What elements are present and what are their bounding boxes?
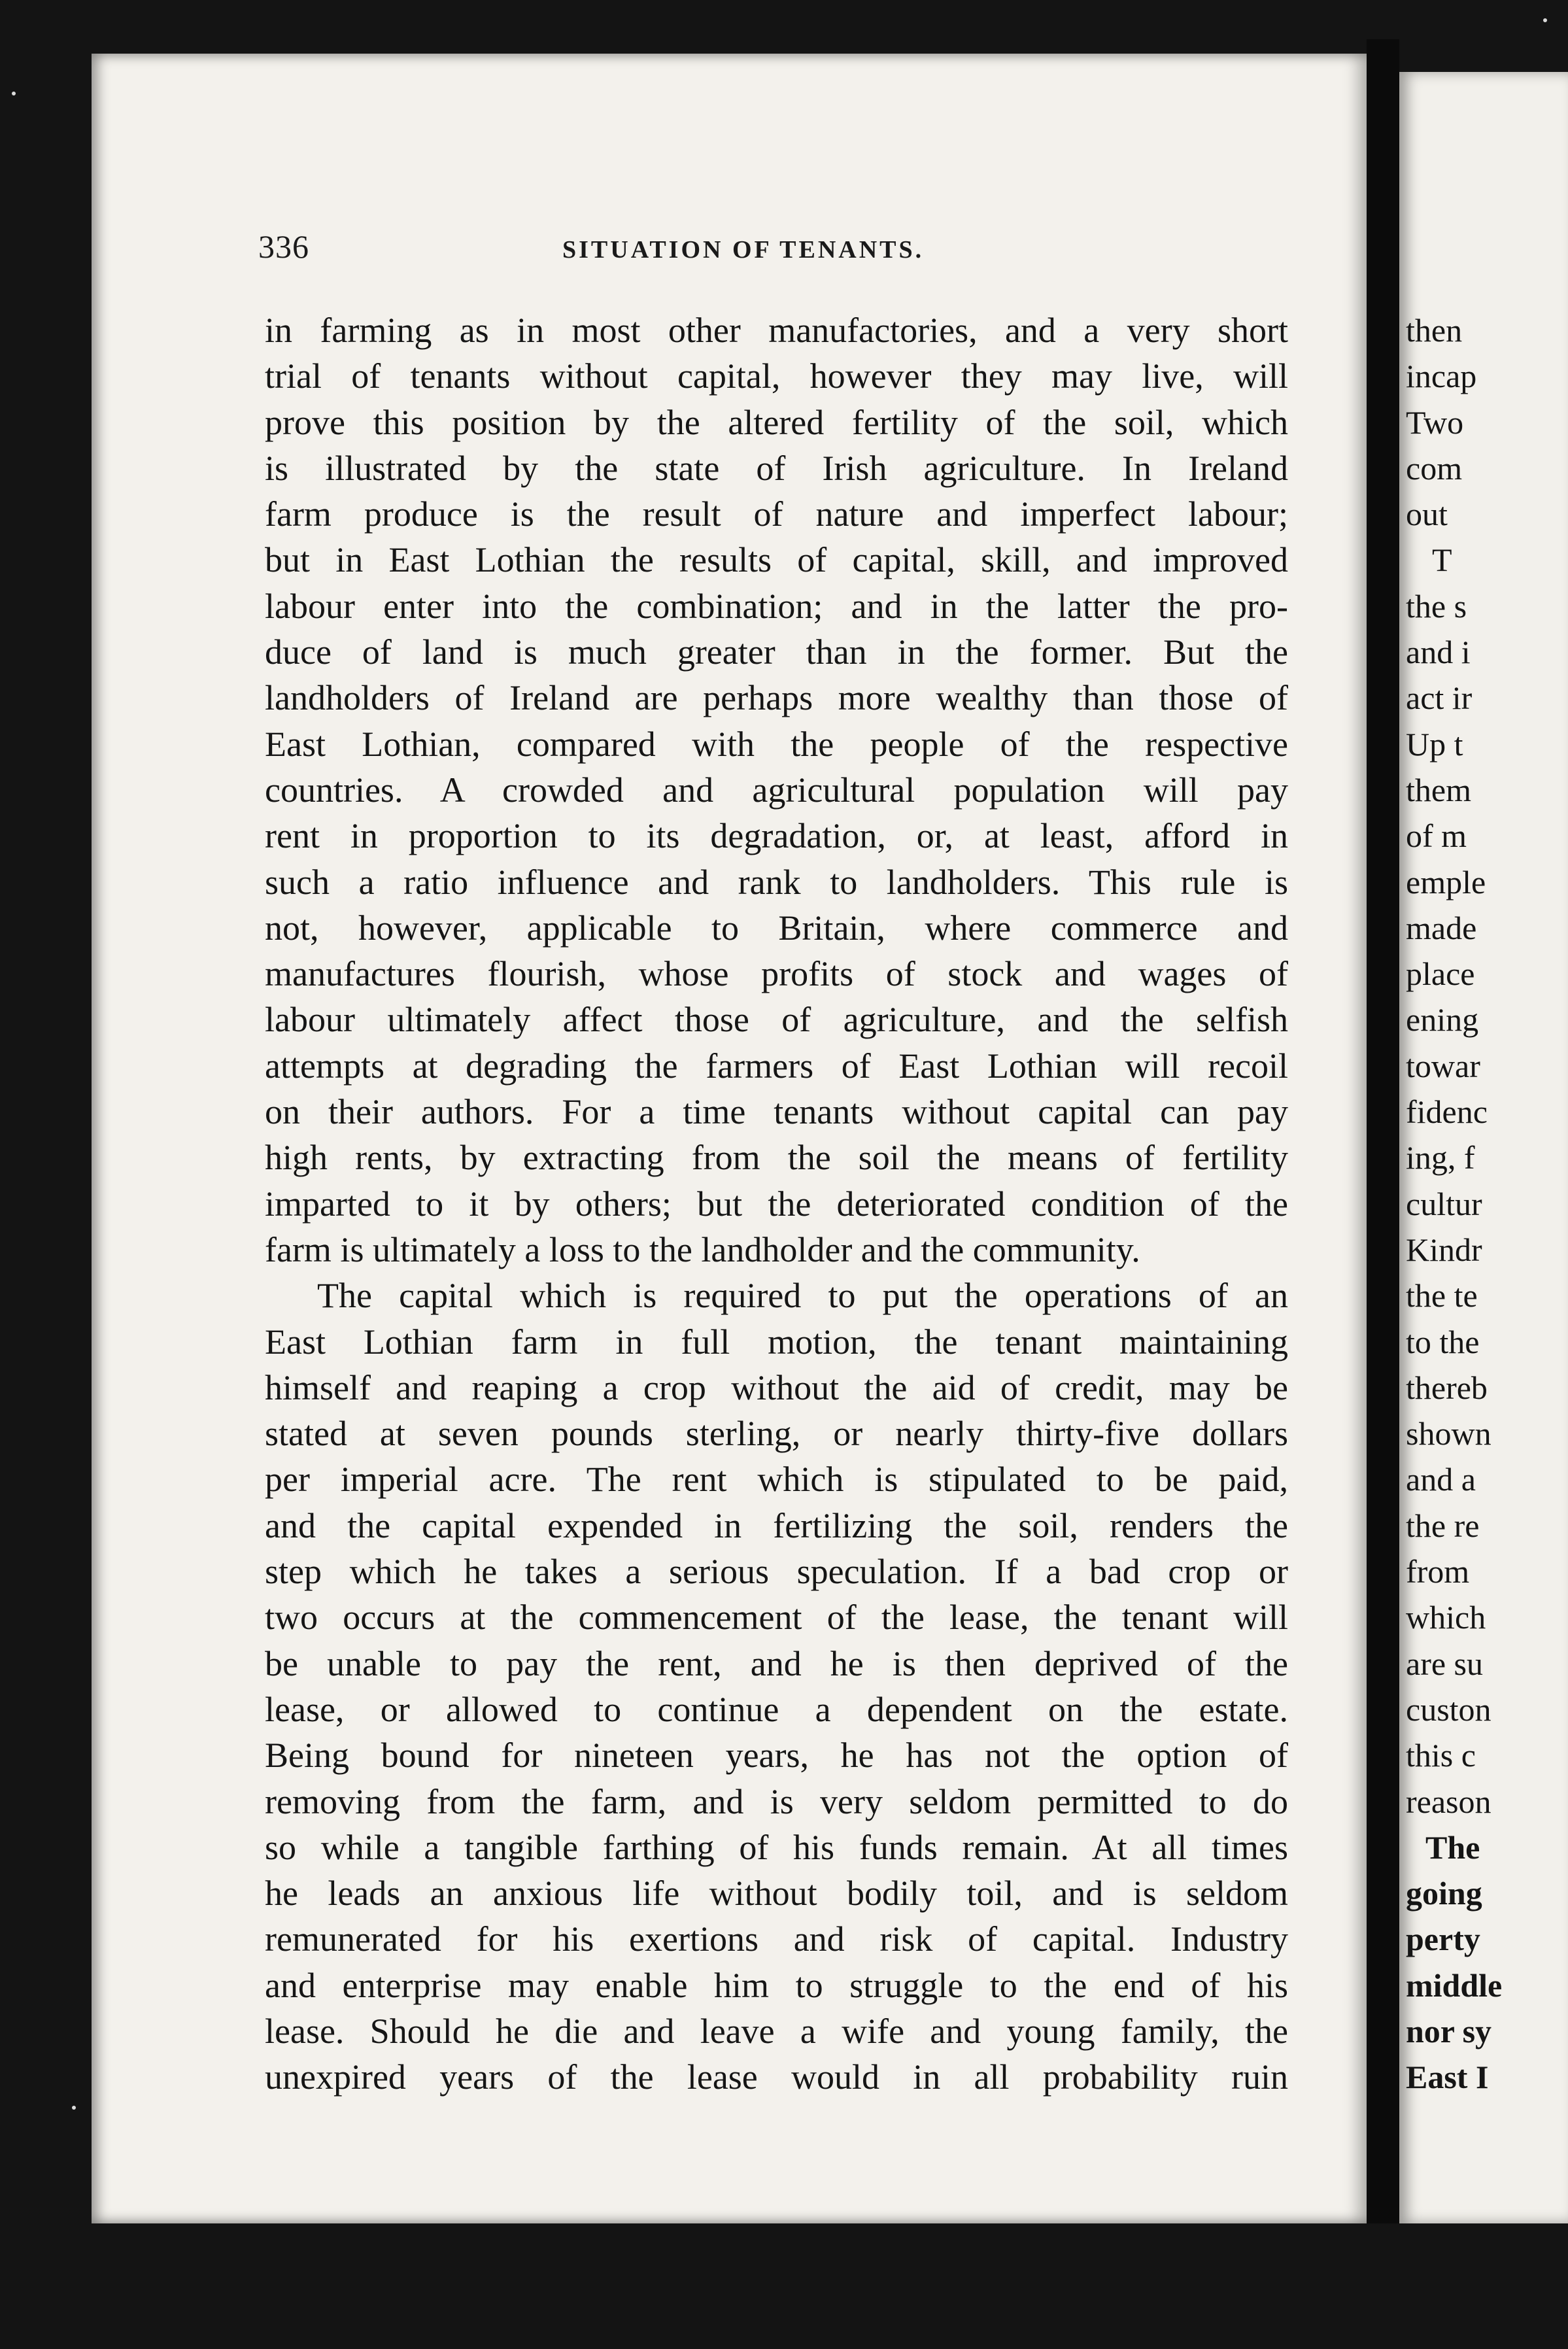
fragment-line: to the: [1406, 1323, 1480, 1360]
fragment-line: ening: [1406, 1001, 1479, 1038]
text-line: manufactures flourish, whose profits of stock and wages of: [265, 954, 1288, 994]
fragment-line: Kindr: [1406, 1231, 1482, 1268]
text-line: lease. Should he die and leave a wife and young family, the: [265, 2011, 1288, 2051]
fragment-line: middle: [1406, 1966, 1503, 2004]
fragment-line: act ir: [1406, 679, 1473, 717]
fragment-line: ing, f: [1406, 1139, 1475, 1176]
fragment-line: reason: [1406, 1783, 1491, 1820]
fragment-line: the te: [1406, 1277, 1478, 1314]
fragment-line: T: [1432, 541, 1452, 579]
text-line: trial of tenants without capital, however they may live, will: [265, 356, 1288, 396]
text-line: but in East Lothian the results of capital, skill, and improved: [265, 540, 1288, 580]
book-gutter: [1367, 39, 1399, 2250]
text-line: Being bound for nineteen years, he has not the option of: [265, 1736, 1288, 1775]
fragment-line: Up t: [1406, 725, 1463, 763]
fragment-line: perty: [1406, 1921, 1480, 1958]
fragment-line: The: [1425, 1828, 1480, 1866]
fragment-line: shown: [1406, 1415, 1491, 1452]
text-line: East Lothian, compared with the people of the respective: [265, 724, 1288, 764]
fragment-line: the s: [1406, 587, 1467, 625]
fragment-line: then: [1406, 312, 1463, 349]
fragment-line: incap: [1406, 358, 1477, 395]
fragment-line: fidenc: [1406, 1093, 1488, 1131]
fragment-line: place: [1406, 955, 1475, 993]
fragment-line: are su: [1406, 1645, 1483, 1682]
text-line: such a ratio influence and rank to landholders. This rule is: [265, 862, 1288, 902]
text-line: remunerated for his exertions and risk of capital. Industry: [265, 1919, 1288, 1959]
text-line: unexpired years of the lease would in all probability ruin: [265, 2057, 1288, 2097]
fragment-line: custon: [1406, 1690, 1491, 1728]
text-line: high rents, by extracting from the soil the means of fertility: [265, 1138, 1288, 1178]
text-line: is illustrated by the state of Irish agriculture. In Ireland: [265, 448, 1288, 488]
fragment-line: and i: [1406, 634, 1471, 671]
fragment-line: cultur: [1406, 1185, 1482, 1222]
text-line: be unable to pay the rent, and he is then deprived of the: [265, 1643, 1288, 1683]
right-page-text-fragments: [1406, 307, 1568, 2100]
fragment-line: made: [1406, 909, 1477, 946]
text-line: East Lothian farm in full motion, the tenant maintaining: [265, 1322, 1288, 1362]
text-line: in farming as in most other manufactories, and a very short: [265, 311, 1288, 350]
text-line: labour ultimately affect those of agriculture, and the selfish: [265, 1000, 1288, 1040]
scan-speck: [72, 2106, 76, 2110]
text-line: not, however, applicable to Britain, where commerce and: [265, 908, 1288, 948]
paragraph-start-line: The capital which is required to put the operations of an: [317, 1276, 1288, 1316]
text-line: farm is ultimately a loss to the landholder and the community.: [265, 1229, 1140, 1269]
text-line: himself and reaping a crop without the aid of credit, may be: [265, 1367, 1288, 1407]
text-line: landholders of Ireland are perhaps more wealthy than those of: [265, 678, 1288, 718]
text-line: attempts at degrading the farmers of East Lothian will recoil: [265, 1046, 1288, 1086]
text-line: so while a tangible farthing of his funds remain. At all times: [265, 1827, 1288, 1867]
scan-speck: [1543, 18, 1547, 22]
text-line: he leads an anxious life without bodily toil, and is seldom: [265, 1874, 1288, 1913]
text-line: imparted to it by others; but the deteriorated condition of the: [265, 1184, 1288, 1224]
text-line: labour enter into the combination; and in the latter the pro-: [265, 586, 1288, 626]
fragment-line: them: [1406, 771, 1471, 808]
text-line: prove this position by the altered fertility of the soil, which: [265, 402, 1288, 442]
text-line: rent in proportion to its degradation, or, at least, afford in: [265, 816, 1288, 856]
fragment-line: nor sy: [1406, 2012, 1492, 2049]
running-head: SITUATION OF TENANTS.: [562, 236, 925, 264]
fragment-line: towar: [1406, 1047, 1480, 1084]
scan-border: [65, 2223, 1568, 2349]
text-line: farm produce is the result of nature and imperfect labour;: [265, 494, 1288, 534]
fragment-line: which: [1406, 1599, 1486, 1636]
fragment-line: thereb: [1406, 1369, 1488, 1406]
fragment-line: going: [1406, 1875, 1482, 1912]
text-line: on their authors. For a time tenants without capital can pay: [265, 1092, 1288, 1132]
text-line: lease, or allowed to continue a dependent on the estate.: [265, 1689, 1288, 1729]
fragment-line: East I: [1406, 2059, 1489, 2096]
text-line: step which he takes a serious speculation. If a bad crop or: [265, 1552, 1288, 1592]
text-line: countries. A crowded and agricultural population will pay: [265, 770, 1288, 810]
text-line: per imperial acre. The rent which is stipulated to be paid,: [265, 1460, 1288, 1500]
text-line: duce of land is much greater than in the former. But the: [265, 632, 1288, 672]
text-line: two occurs at the commencement of the lease, the tenant will: [265, 1598, 1288, 1637]
fragment-line: out: [1406, 496, 1448, 533]
text-line: removing from the farm, and is very seldom permitted to do: [265, 1781, 1288, 1821]
fragment-line: Two: [1406, 403, 1464, 441]
fragment-line: emple: [1406, 863, 1486, 900]
scan-speck: [12, 92, 16, 95]
page-number: 336: [258, 228, 309, 265]
fragment-line: the re: [1406, 1507, 1480, 1544]
body-text: [265, 307, 1288, 2100]
fragment-line: and a: [1406, 1461, 1476, 1498]
fragment-line: com: [1406, 449, 1463, 487]
text-line: and enterprise may enable him to struggle to the end of his: [265, 1965, 1288, 2005]
text-line: and the capital expended in fertilizing the soil, renders the: [265, 1505, 1288, 1545]
fragment-line: this c: [1406, 1737, 1476, 1774]
text-line: stated at seven pounds sterling, or nearly thirty-five dollars: [265, 1414, 1288, 1454]
fragment-line: of m: [1406, 817, 1467, 855]
fragment-line: from: [1406, 1553, 1470, 1590]
